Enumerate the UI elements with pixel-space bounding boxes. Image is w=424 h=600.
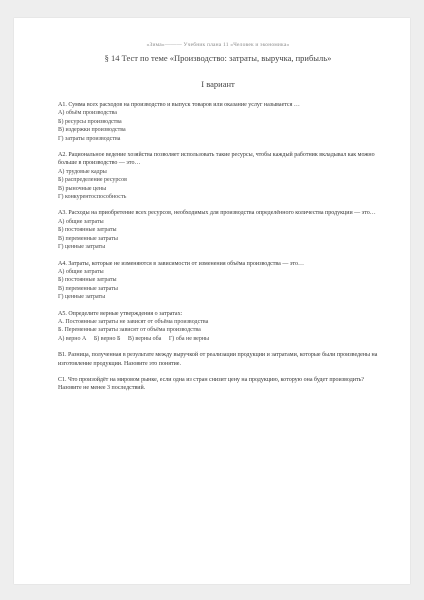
answer-option: Б) распределение ресурсов [58,177,127,184]
running-header: «Зима»——— Учебник плана 11 «Человек и экономика» [146,42,290,48]
answer-option: Г) затраты производства [58,135,121,142]
question-block [58,376,378,393]
question-block [58,310,378,344]
answer-option: Г) ценные затраты [58,294,106,301]
answer-option: В) издержки производства [58,127,126,134]
question-text: А5. Определите верные утверждения о затратах: [58,310,183,317]
answer-option: Б) ресурсы производства [58,118,122,125]
question-block [58,260,378,302]
answer-option: А) объём производства [58,110,117,117]
document-page [14,18,410,584]
answer-option: Г) ценные затраты [58,244,106,251]
answer-option: В) переменные затраты [58,235,118,242]
answer-option: В) рыночные цены [58,185,107,192]
answer-option: А) общие затраты [58,268,104,275]
variant-heading: I вариант [201,79,235,89]
question-text: В1. Разница, полученная в результате между выручкой от реализации продукции и затратами, которые были произведены на изготовление продукции. Назовите это понятие. [58,352,378,367]
answer-choices-row: А) верно А Б) верно Б В) верны оба Г) оба не верны [58,335,210,342]
question-block [58,101,378,143]
statement-option: Б. Переменные затраты зависят от объёма производства [58,327,201,334]
answer-option: Г) конкурентоспособность [58,194,127,201]
answer-option: Б) постоянные затраты [58,277,117,284]
document-title: § 14 Тест по теме «Производство: затраты, выручка, прибыль» [104,53,332,63]
answer-option: Б) постоянные затраты [58,227,117,234]
document-content [58,42,378,401]
answer-option: В) переменные затраты [58,285,118,292]
question-block [58,151,378,201]
question-text: А1. Сумма всех расходов на производство и выпуск товаров или оказание услуг называется … [58,102,300,108]
question-text: С1. Что произойдёт на мировом рынке, если одна из стран снизит цену на продукцию, которую она будет производить? Назовите не менее 3 последствий. [58,376,365,392]
statement-option: А. Постоянные затраты не зависят от объёма производства [58,318,209,325]
answer-option: А) трудовые кадры [58,168,107,175]
question-text: А2. Рациональное ведение хозяйства позволяет использовать такие ресурсы, чтобы каждый работник вкладывал как можно больше в производство — это… [58,152,375,167]
question-text: А3. Расходы на приобретение всех ресурсов, необходимых для производства определённого количества продукции — это… [58,210,376,217]
question-block [58,209,378,251]
question-block [58,351,378,368]
question-text: А4. Затраты, которые не изменяются в зависимости от изменения объёма производства — это… [58,260,304,267]
answer-option: А) общие затраты [58,218,104,225]
